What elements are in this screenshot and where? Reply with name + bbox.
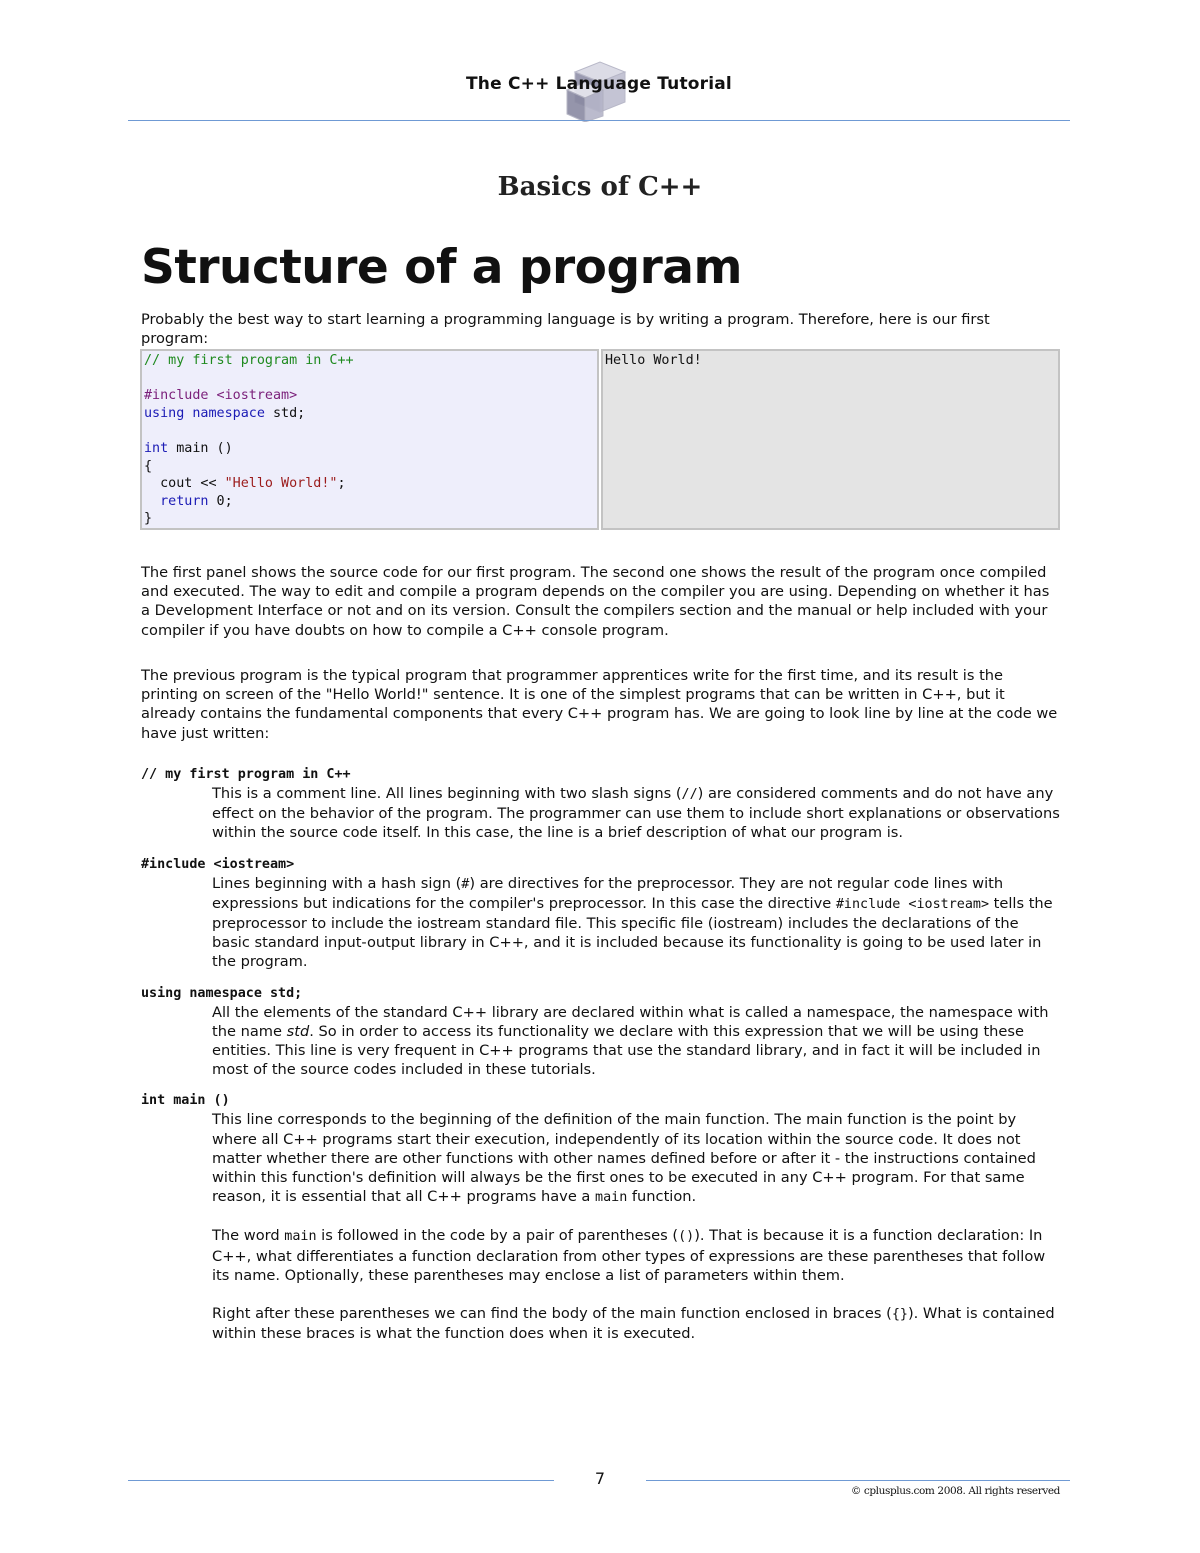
copyright-notice: © cplusplus.com 2008. All rights reserved bbox=[850, 1485, 1060, 1497]
definition-body: This is a comment line. All lines beginning with two slash signs (//) are considered comments and do not have any effect on the behavior of the program. The programmer can use them to include short explanations or observations within the source code itself. In this case, the line is a brief description of what our program is. bbox=[212, 785, 1060, 842]
main-paragraph: This line corresponds to the beginning of the definition of the main function. The main function is the point by where all C++ programs start their execution, independently of its location within the source code. It does not matter whether there are other functions with other names defined before or after it - the instructions contained within this function's definition will always be the first ones to be executed in any C++ program. For that same reason, it is essential that all C++ programs have a main function. bbox=[212, 1111, 1036, 1206]
code-example bbox=[140, 349, 1060, 530]
first-panel-paragraph: The first panel shows the source code for our first program. The second one shows the result of the program once compiled and executed. The way to edit and compile a program depends on the compiler you are using. Depending on whether it has a Development Interface or not and on its version. Consult the compilers section and the manual or help included with your compiler if you have doubts on how to compile a C++ console program. bbox=[141, 564, 1050, 639]
output-panel bbox=[601, 349, 1060, 530]
definition-term: using namespace std; bbox=[141, 985, 303, 1001]
code-line: int main () bbox=[144, 440, 233, 456]
code-line: using namespace std; bbox=[144, 405, 306, 421]
definition-term: #include <iostream> bbox=[141, 856, 295, 872]
intro-paragraph: Probably the best way to start learning a programming language is by writing a program. Therefore, here is our first program: bbox=[141, 311, 990, 348]
previous-program-paragraph: The previous program is the typical program that programmer apprentices write for the first time, and its result is the printing on screen of the "Hello World!" sentence. It is one of the simplest programs that can be written in C++, but it already contains the fundamental components that every C++ program has. We are going to look line by line at the code we have just written: bbox=[141, 667, 1058, 742]
definition-body: Lines beginning with a hash sign (#) are directives for the preprocessor. They are not regular code lines with expressions but indications for the compiler's preprocessor. In this case the directive #include <iostream> tells the preprocessor to include the iostream standard file. This specific file (iostream) includes the declarations of the basic standard input-output library in C++, and it is included because its functionality is going to be used later in the program. bbox=[212, 874, 1053, 971]
main-paragraph: Right after these parentheses we can find the body of the main function enclosed in braces ({}). What is contained within these braces is what the function does when it is executed. bbox=[212, 1305, 1055, 1343]
output-text: Hello World! bbox=[605, 353, 702, 368]
definition-body: All the elements of the standard C++ library are declared within what is called a namespace, the namespace with the name std. So in order to access its functionality we declare with this expression that we will be using these entities. This line is very frequent in C++ programs that use the standard library, and in fact it will be included in most of the source codes included in these tutorials. bbox=[212, 1003, 1049, 1079]
definition-body bbox=[212, 1110, 1061, 1343]
code-line bbox=[144, 370, 595, 388]
code-line: #include <iostream> bbox=[144, 388, 298, 404]
header-divider bbox=[128, 120, 1070, 121]
code-line: cout << "Hello World!"; bbox=[144, 476, 346, 492]
footer-divider-right bbox=[646, 1480, 1070, 1481]
definition-term: int main () bbox=[141, 1093, 230, 1109]
chapter-title: Basics of C++ bbox=[497, 172, 703, 202]
footer-divider-left bbox=[128, 1480, 554, 1481]
code-line: } bbox=[144, 511, 153, 527]
definition-term: // my first program in C++ bbox=[141, 767, 351, 782]
section-title: Structure of a program bbox=[141, 240, 742, 295]
code-line: // my first program in C++ bbox=[144, 353, 354, 368]
code-line: { bbox=[144, 458, 153, 474]
page-number: 7 bbox=[594, 1469, 606, 1488]
main-paragraph: The word main is followed in the code by a pair of parentheses (()). That is because it is a function declaration: In C++, what differentiates a function declaration from other types of expressions are these parentheses that follow its name. Optionally, these parentheses may enclose a list of parameters within them. bbox=[212, 1227, 1046, 1284]
source-code-panel bbox=[140, 349, 599, 530]
header-title: The C++ Language Tutorial bbox=[466, 74, 732, 94]
code-line: return 0; bbox=[144, 493, 233, 509]
page-header bbox=[128, 58, 1070, 122]
line-by-line-explanations bbox=[141, 766, 1061, 1356]
code-line bbox=[144, 422, 595, 440]
